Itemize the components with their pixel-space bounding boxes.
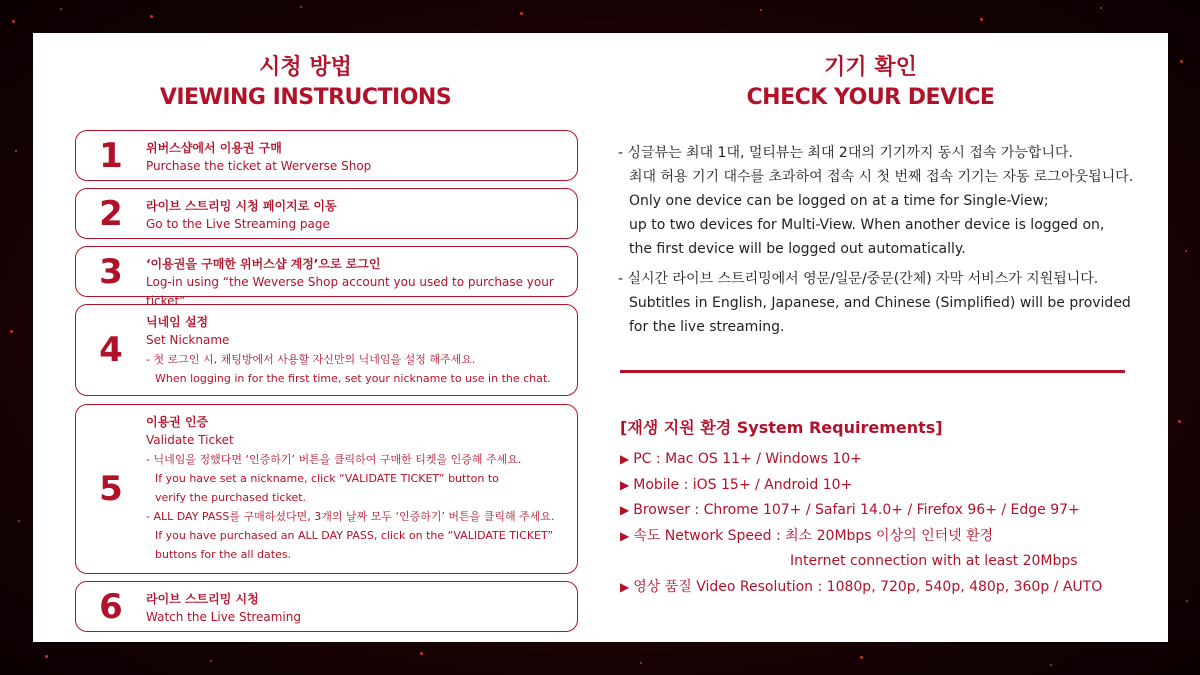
step-1 [75,130,578,181]
triangle-bullet-icon: ▶ [620,452,630,466]
step-title-en: Validate Ticket [146,433,234,447]
check-device-title [598,53,1143,113]
step-title-ko: 닉네임 설정 [146,315,209,329]
step-6 [75,581,578,632]
req-network: ▶ 속도 Network Speed : 최소 20Mbps 이상의 인터넷 환경 [620,524,1102,550]
subtitle-line: for the live streaming. [629,319,785,335]
triangle-bullet-icon: ▶ [620,579,630,594]
device-limit-text [618,141,1143,261]
step-number: 6 [99,586,123,627]
content-panel [33,33,1168,642]
step-title-ko: 라이브 스트리밍 시청 [146,592,259,606]
req-video: ▶ 영상 품질 Video Resolution : 1080p, 720p, 540p, 480p, 360p / AUTO [620,575,1102,601]
step-note: - ALL DAY PASS를 구매하셨다면, 3개의 날짜 모두 ‘인증하기’ 버튼을 클릭해 주세요. [146,510,555,523]
subtitle-line: Subtitles in English, Japanese, and Chinese (Simplified) will be provided [629,295,1131,311]
step-number: 1 [99,135,123,176]
step-number: 3 [99,251,123,292]
system-requirements-title: [재생 지원 환경 System Requirements] [620,418,943,437]
triangle-bullet-icon: ▶ [620,503,630,517]
step-2 [75,188,578,239]
step-note: verify the purchased ticket. [155,491,307,504]
title-en: VIEWING INSTRUCTIONS [159,85,452,110]
subtitle-text [618,267,1143,339]
device-line: the first device will be logged out automatically. [629,241,966,257]
step-note: - 첫 로그인 시, 채팅방에서 사용할 자신만의 닉네임을 설정 해주세요. [146,353,476,366]
step-number: 4 [99,330,123,370]
step-3 [75,246,578,308]
step-5 [75,404,578,574]
step-note: If you have purchased an ALL DAY PASS, click on the “VALIDATE TICKET” [155,529,554,542]
triangle-bullet-icon: ▶ [620,477,630,492]
step-title-en: Watch the Live Streaming [146,610,301,624]
step-title-en: Log-in using “the Weverse Shop account you used to purchase your ticket” [146,275,554,308]
title-ko: 시청 방법 [259,55,352,80]
device-line: - 싱글뷰는 최대 1대, 멀티뷰는 최대 2대의 기기까지 동시 접속 가능합니다. [618,145,1073,161]
device-line: 최대 허용 기기 대수를 초과하여 접속 시 첫 번째 접속 기기는 자동 로그아웃됩니다. [629,169,1134,185]
system-requirements-list [620,447,1102,600]
req-browser: ▶ Browser : Chrome 107+ / Safari 14.0+ / Firefox 96+ / Edge 97+ [620,498,1102,524]
step-title-ko: 이용권 인증 [146,415,209,429]
step-4 [75,304,578,396]
step-title-ko: 라이브 스트리밍 시청 페이지로 이동 [146,199,337,213]
step-title-en: Go to the Live Streaming page [146,217,330,231]
device-line: Only one device can be logged on at a time for Single-View; [629,193,1049,209]
triangle-bullet-icon: ▶ [620,528,630,543]
step-note: If you have set a nickname, click “VALIDATE TICKET” button to [155,472,499,485]
step-number: 5 [99,469,123,509]
step-title-ko: ‘이용권을 구매한 위버스샵 계정’으로 로그인 [146,257,381,271]
viewing-instructions-title [33,53,578,113]
step-title-ko: 위버스샵에서 이용권 구매 [146,141,282,155]
title-ko: 기기 확인 [824,55,917,80]
step-note: When logging in for the first time, set your nickname to use in the chat. [155,372,551,385]
req-mobile: ▶ Mobile : iOS 15+ / Android 10+ [620,473,1102,499]
step-note: - 닉네임을 정했다면 ‘인증하기’ 버튼을 클릭하여 구매한 티켓을 인증해 주세요. [146,453,522,466]
device-line: up to two devices for Multi-View. When another device is logged on, [629,217,1105,233]
req-network-en: Internet connection with at least 20Mbps [790,553,1078,569]
title-en: CHECK YOUR DEVICE [746,85,995,110]
step-title-en: Purchase the ticket at Werverse Shop [146,159,372,173]
section-divider [620,370,1125,373]
subtitle-line: - 실시간 라이브 스트리밍에서 영문/일문/중문(간체) 자막 서비스가 지원됩니다. [618,271,1099,287]
step-title-en: Set Nickname [146,333,230,347]
step-number: 2 [99,193,123,234]
step-note: buttons for the all dates. [155,548,292,561]
req-pc: ▶ PC : Mac OS 11+ / Windows 10+ [620,447,1102,473]
